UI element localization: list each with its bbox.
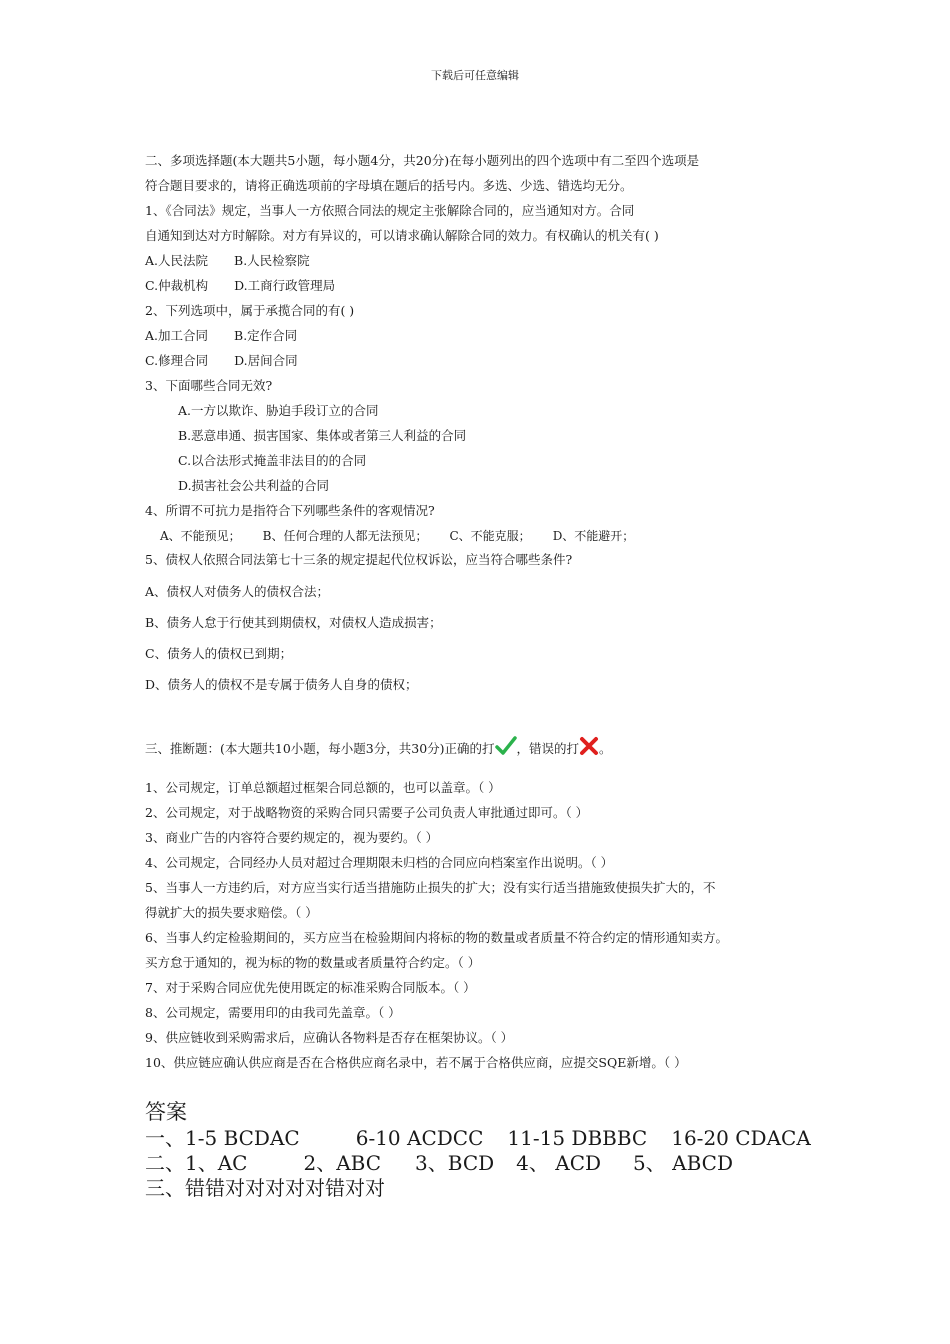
answers-row-3: 三、错错对对对对对错对对 [145,1176,385,1200]
q3-option-a: A.一方以欺诈、胁迫手段订立的合同 [178,403,379,418]
q3-option-c: C.以合法形式掩盖非法目的的合同 [178,453,367,468]
q4-text: 4、所谓不可抗力是指符合下列哪些条件的客观情况? [145,503,435,518]
section2-intro-line1: 二、多项选择题(本大题共5小题，每小题4分，共20分)在每小题列出的四个选项中有二至四个选项是 [145,153,700,168]
q1-line1: 1、《合同法》规定，当事人一方依照合同法的规定主张解除合同的，应当通知对方。合同 [145,203,635,218]
section2-intro-line2: 符合题目要求的，请将正确选项前的字母填在题后的括号内。多选、少选、错选均无分。 [145,178,633,193]
q1-option-d: D.工商行政管理局 [234,278,336,293]
checkmark-icon [495,736,517,760]
q1-line2: 自通知到达对方时解除。对方有异议的，可以请求确认解除合同的效力。有权确认的机关有( ) [145,228,659,243]
section3-intro-wrong-text: ，错误的打 [516,741,580,756]
q2-option-c: C.修理合同 [145,353,209,368]
q5-option-c: C、债务人的债权已到期； [145,646,293,661]
q4-option-d: D、不能避开； [552,529,635,543]
q1-option-a: A.人民法院 [145,253,209,268]
q4-option-c: C、不能克服； [449,529,531,543]
q2-option-a: A.加工合同 [145,328,209,343]
answers-row-1 [145,1126,811,1150]
section3-intro [145,736,612,760]
q3-option-b: B.恶意串通、损害国家、集体或者第三人利益的合同 [178,428,467,443]
answers-r2-a: 二、1、AC [145,1151,248,1175]
q4-options [160,528,634,544]
section3-intro-end: 。 [599,741,612,756]
page-header: 下载后可任意编辑 [431,69,519,82]
judge-item-8: 8、公司规定，需要用印的由我司先盖章。（ ） [145,1005,401,1020]
judge-item-5-line1: 5、当事人一方违约后，对方应当实行适当措施防止损失的扩大；没有实行适当措施致使损失扩大的，不 [145,880,716,895]
judge-item-1: 1、公司规定，订单总额超过框架合同总额的，也可以盖章。（ ） [145,780,501,795]
judge-item-5-line2: 得就扩大的损失要求赔偿。（ ） [145,905,318,920]
answers-r1-c: 11-15 DBBBC [507,1126,648,1150]
judge-item-6-line2: 买方怠于通知的，视为标的物的数量或者质量符合约定。（ ） [145,955,481,970]
q4-option-a: A、不能预见； [160,529,241,543]
q5-option-b: B、债务人怠于行使其到期债权，对债权人造成损害； [145,615,442,630]
judge-item-2: 2、公司规定，对于战略物资的采购合同只需要子公司负责人审批通过即可。（ ） [145,805,589,820]
judge-item-6-line1: 6、当事人约定检验期间的，买方应当在检验期间内将标的物的数量或者质量不符合约定的情形通知卖方。 [145,930,728,945]
answers-r1-b: 6-10 ACDCC [355,1126,484,1150]
answers-r1-d: 16-20 CDACA [671,1126,811,1150]
q4-option-b: B、任何合理的人都无法预见； [262,529,428,543]
judge-item-3: 3、商业广告的内容符合要约规定的，视为要约。（ ） [145,830,439,845]
q2-options-cd [145,353,298,369]
answers-title: 答案 [145,1100,187,1124]
q1-option-c: C.仲裁机构 [145,278,209,293]
section3-intro-text: 三、推断题：(本大题共10小题，每小题3分，共30分)正确的打 [145,741,495,756]
q2-text: 2、下列选项中，属于承揽合同的有( ) [145,303,355,318]
q5-option-a: A、债权人对债务人的债权合法； [145,584,330,599]
answers-r2-d: 4、 ACD [516,1151,602,1175]
q5-option-d: D、债务人的债权不是专属于债务人自身的债权； [145,677,418,692]
q1-options-cd [145,278,335,294]
judge-item-4: 4、公司规定，合同经办人员对超过合理期限未归档的合同应向档案室作出说明。（ ） [145,855,614,870]
answers-r2-e: 5、 ABCD [633,1151,733,1175]
answers-r1-a: 一、1-5 BCDAC [145,1126,300,1150]
judge-item-10: 10、供应链应确认供应商是否在合格供应商名录中，若不属于合格供应商，应提交SQE新增。（ ） [145,1055,687,1070]
q1-option-b: B.人民检察院 [234,253,310,268]
answers-row-2 [145,1151,733,1175]
q2-options-ab [145,328,297,344]
answers-r2-c: 3、BCD [415,1151,495,1175]
q1-options-ab [145,253,310,269]
judge-item-7: 7、对于采购合同应优先使用既定的标准采购合同版本。（ ） [145,980,476,995]
judge-item-9: 9、供应链收到采购需求后，应确认各物料是否存在框架协议。（ ） [145,1030,514,1045]
q2-option-b: B.定作合同 [234,328,298,343]
answers-r2-b: 2、ABC [303,1151,382,1175]
q3-option-d: D.损害社会公共利益的合同 [178,478,330,493]
cross-icon [579,736,599,760]
q3-text: 3、下面哪些合同无效? [145,378,273,393]
q2-option-d: D.居间合同 [234,353,298,368]
q5-text: 5、债权人依照合同法第七十三条的规定提起代位权诉讼，应当符合哪些条件? [145,552,573,567]
